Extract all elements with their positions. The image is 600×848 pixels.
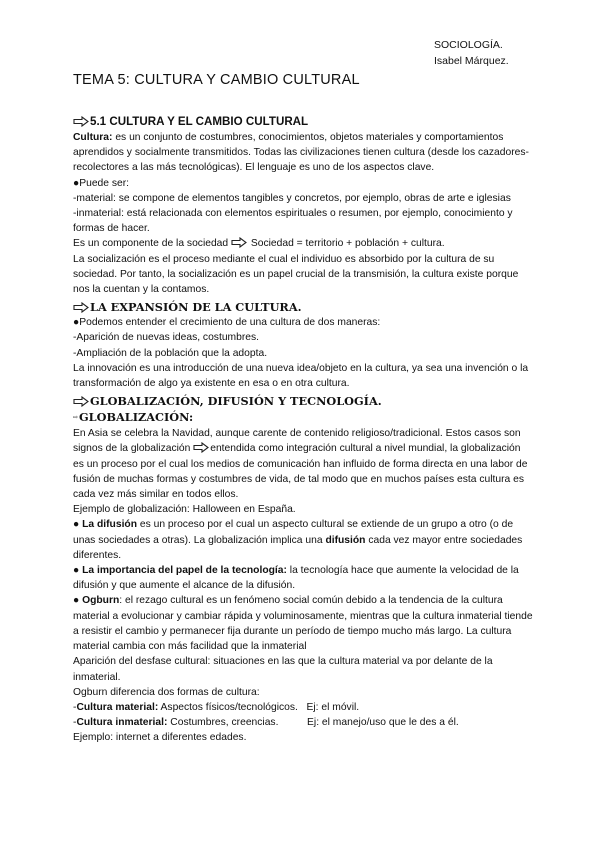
arrow-right-icon — [231, 237, 247, 248]
cultura-inmaterial-text: Costumbres, creencias. Ej: el manejo/uso que le des a él. — [167, 717, 459, 729]
subheading-text: GLOBALIZACIÓN: — [79, 410, 194, 425]
globalizacion-text-b: entendida como integración cultural a nivel mundial, la globalización es un proceso por el cual los medios de comunicación han influido de forma directa en una labor de fusión de muchas formas y costumbres de vida, de tal modo que en muchos países esta cultura es cada vez más similar en todos ellos. — [73, 443, 528, 501]
difusion-term-2: difusión — [325, 534, 366, 546]
puede-ser: ●Puede ser: — [73, 177, 130, 189]
author-label: Isabel Márquez. — [434, 55, 509, 67]
tecnologia-paragraph — [73, 563, 533, 593]
cultura-material-line — [73, 700, 533, 715]
section-heading-text: 5.1 CULTURA Y EL CAMBIO CULTURAL — [90, 115, 309, 128]
page-header — [434, 37, 509, 69]
document-body — [73, 114, 533, 746]
arrow-right-icon — [73, 116, 89, 127]
material-item: -material: se compone de elementos tangibles y concretos, por ejemplo, obras de arte e iglesias — [73, 192, 511, 204]
list-prefix: - — [73, 701, 77, 713]
componente-text-b: Sociedad = territorio + población + cultura. — [248, 238, 445, 250]
section-heading-text: GLOBALIZACIÓN, DIFUSIÓN Y TECNOLOGÍA. — [90, 394, 382, 409]
section-heading-cultura — [73, 114, 533, 130]
innovacion-paragraph: La innovación es una introducción de una nueva idea/objeto en la cultura, ya sea una invención o la transformación de algo ya existente en esa o en otra cultura. — [73, 362, 529, 390]
ejemplo-internet: Ejemplo: internet a diferentes edades. — [73, 732, 247, 744]
section-heading-globalizacion — [73, 393, 533, 409]
difusion-text-b: cada vez mayor entre sociedades diferentes. — [73, 534, 523, 561]
list-prefix: - — [73, 717, 77, 729]
arrow-right-icon — [73, 396, 89, 407]
bullet: ● — [73, 519, 83, 531]
subheading-globalizacion — [73, 409, 533, 426]
page-title: TEMA 5: CULTURA Y CAMBIO CULTURAL — [73, 72, 360, 88]
socializacion-paragraph: La socialización es el proceso mediante el cual el individuo es absorbido por la cultura de su sociedad. Por tanto, la socialización es un papel crucial de la transmisión, la cultura existe porque nos la cuentan y la contamos. — [73, 253, 519, 296]
desfase-paragraph: Aparición del desfase cultural: situaciones en las que la cultura material va por delante de la inmaterial. — [73, 656, 493, 683]
difusion-paragraph — [73, 517, 533, 563]
arrow-right-icon — [73, 302, 89, 313]
difusion-term: La difusión — [82, 519, 138, 531]
componente-text-a: Es un componente de la sociedad — [73, 238, 231, 250]
globalizacion-text-a: En Asia se celebra la Navidad, aunque carente de contenido religioso/tradicional. Estos casos son signos de la globalización — [73, 428, 521, 455]
cultura-def-text: es un conjunto de costumbres, conocimientos, objetos materiales y comportamientos aprendidos y socialmente transmitidos. Todas las civilizaciones tienen cultura (desde los cazadores-recolectores a las más tecnológicas). El lenguaje es uno de los aspectos clave. — [73, 132, 529, 174]
arrow-right-icon — [193, 442, 209, 453]
section-heading-text: LA EXPANSIÓN DE LA CULTURA. — [90, 300, 302, 315]
expansion-item: -Ampliación de la población que la adopta. — [73, 347, 268, 359]
globalizacion-paragraph — [73, 426, 533, 502]
tecnologia-term: ● La importancia del papel de la tecnología: — [73, 565, 287, 577]
section-heading-expansion — [73, 299, 533, 315]
expansion-intro: ●Podemos entender el crecimiento de una cultura de dos maneras: — [73, 317, 381, 329]
formas-line: Ogburn diferencia dos formas de cultura: — [73, 686, 260, 698]
cultura-term: Cultura: — [73, 132, 113, 143]
cultura-material-text: Aspectos físicos/tecnológicos. Ej: el móvil. — [158, 701, 360, 713]
subject-label: SOCIOLOGÍA. — [434, 39, 503, 51]
difusion-text-a: es un proceso por el cual un aspecto cultural se extiende de un grupo a otro (o de unas sociedades a otras). La globalización implica una — [73, 519, 514, 546]
ogburn-text: : el rezago cultural es un fenómeno social común debido a la tendencia de la cultura material a evolucionar y cambiar rápida y voluminosamente, mientras que la cultura inmaterial tiende a resistir el cambio y permanecer fija durante un período de tiempo mucho más largo. La cultura material cambia con más facilidad que la inmaterial — [73, 595, 533, 653]
ejemplo-globalizacion: Ejemplo de globalización: Halloween en España. — [73, 504, 296, 516]
expansion-item: -Aparición de nuevas ideas, costumbres. — [73, 332, 260, 344]
cultura-inmaterial-term: Cultura inmaterial: — [76, 717, 168, 729]
ogburn-paragraph — [73, 593, 533, 654]
cultura-definition — [73, 130, 533, 176]
cultura-inmaterial-line — [73, 715, 533, 730]
componente-line — [73, 236, 533, 251]
cultura-material-term: Cultura material: — [76, 701, 159, 713]
inmaterial-item: -inmaterial: está relacionada con elementos espirituales o resumen, por ejemplo, conocimiento y formas de hacer. — [73, 208, 513, 235]
tecnologia-text: la tecnología hace que aumente la velocidad de la difusión y que aumente el alcance de la difusión. — [73, 565, 519, 592]
ogburn-term: ● Ogburn — [73, 595, 120, 607]
small-arrow-icon: ⇨ — [73, 414, 79, 422]
